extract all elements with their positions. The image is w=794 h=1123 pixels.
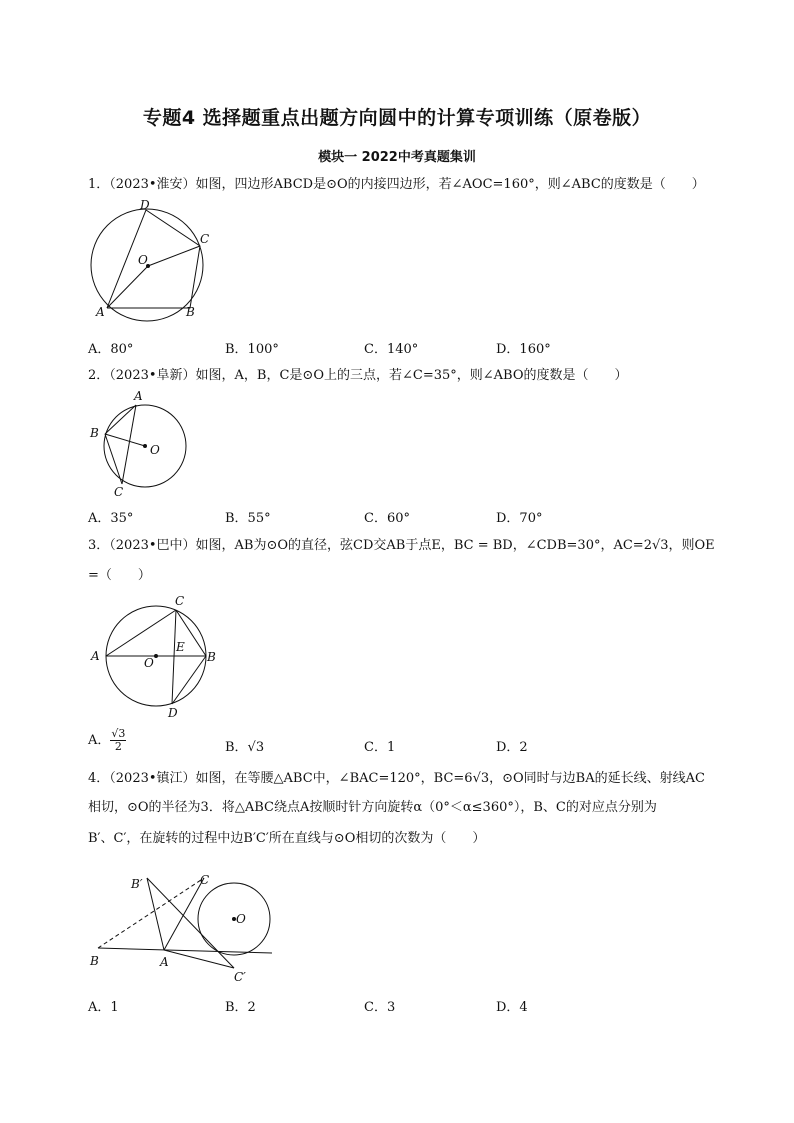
question-3-stem-line2: =（ ） bbox=[88, 568, 151, 583]
q2-label-a: A bbox=[134, 389, 143, 403]
question-1-figure bbox=[80, 198, 220, 326]
q3-label-c: C bbox=[175, 594, 185, 608]
q3-label-b: B bbox=[207, 650, 216, 664]
q2-option-b[interactable]: B．55° bbox=[225, 511, 271, 526]
q2-option-c[interactable]: C．60° bbox=[364, 511, 410, 526]
q4-label-b: B bbox=[90, 954, 99, 968]
q3-option-b[interactable]: B．√3 bbox=[225, 740, 265, 755]
q1-label-d: D bbox=[140, 198, 150, 212]
q3-option-a-fraction bbox=[110, 728, 126, 753]
q4-option-c[interactable]: C．3 bbox=[364, 1000, 396, 1015]
q1-label-o: O bbox=[138, 253, 148, 267]
section-subtitle: 模块一 2022中考真题集训 bbox=[318, 150, 476, 165]
question-4-number: 4． bbox=[88, 771, 110, 786]
q4-label-c: C bbox=[200, 873, 210, 887]
q3-label-d: D bbox=[168, 706, 178, 720]
q1-label-a: A bbox=[96, 305, 105, 319]
question-2-number: 2． bbox=[88, 368, 110, 383]
question-2-stem bbox=[88, 363, 628, 389]
q1-option-b[interactable]: B．100° bbox=[225, 342, 279, 357]
q2-option-d[interactable]: D．70° bbox=[496, 511, 543, 526]
question-1-text: 如图，四边形ABCD是⊙O的内接四边形，若∠AOC=160°，则∠ABC的度数是（ ） bbox=[195, 177, 705, 192]
q4-label-c-prime: C′ bbox=[234, 970, 246, 984]
question-3-number: 3． bbox=[88, 538, 110, 553]
q3-label-a: A bbox=[91, 649, 100, 663]
q4-label-o: O bbox=[236, 912, 246, 926]
question-3-source: （2023•巴中） bbox=[109, 538, 196, 553]
q3-label-e: E bbox=[176, 640, 185, 654]
q4-option-a[interactable]: A．1 bbox=[88, 1000, 119, 1015]
q1-label-b: B bbox=[186, 305, 195, 319]
question-4-stem-line2: 相切，⊙O的半径为3．将△ABC绕点A按顺时针方向旋转α（0°＜α≤360°），B、C的对应点分别为 bbox=[88, 800, 657, 815]
q3-option-a-numerator: √3 bbox=[111, 727, 126, 740]
question-3-stem-line1 bbox=[88, 533, 715, 559]
page-title: 专题4 选择题重点出题方向圆中的计算专项训练（原卷版） bbox=[142, 107, 652, 129]
q1-option-a[interactable]: A．80° bbox=[88, 342, 134, 357]
q3-option-d[interactable]: D．2 bbox=[496, 740, 528, 755]
q4-option-b[interactable]: B．2 bbox=[225, 1000, 256, 1015]
q3-option-a[interactable] bbox=[88, 728, 126, 753]
question-3-figure bbox=[86, 593, 226, 719]
q2-option-a[interactable]: A．35° bbox=[88, 511, 134, 526]
q1-label-c: C bbox=[200, 232, 210, 246]
q4-label-b-prime: B′ bbox=[131, 877, 143, 891]
question-2-source: （2023•阜新） bbox=[109, 368, 196, 383]
q2-label-c: C bbox=[114, 485, 124, 499]
question-2-text: 如图，A，B，C是⊙O上的三点，若∠C=35°，则∠ABO的度数是（ ） bbox=[195, 368, 628, 383]
q2-label-b: B bbox=[90, 426, 99, 440]
q3-option-a-prefix: A． bbox=[88, 733, 111, 748]
question-4-figure bbox=[86, 864, 286, 992]
q2-label-o: O bbox=[150, 443, 160, 457]
q3-label-o: O bbox=[144, 656, 154, 670]
question-3-text: 如图，AB为⊙O的直径，弦CD交AB于点E，BC = BD，∠CDB=30°，AC=2√3，则OE bbox=[195, 538, 715, 553]
q3-option-a-denominator: 2 bbox=[114, 740, 122, 753]
question-4-stem-line3: B′、C′，在旋转的过程中边B′C′所在直线与⊙O相切的次数为（ ） bbox=[88, 831, 486, 846]
question-2-figure bbox=[86, 388, 196, 500]
question-4-source: （2023•镇江） bbox=[109, 771, 196, 786]
question-4-stem-line1 bbox=[88, 766, 705, 792]
question-4-text-line1: 如图，在等腰△ABC中，∠BAC=120°，BC=6√3，⊙O同时与边BA的延长线、射线AC bbox=[195, 771, 705, 786]
q4-label-a: A bbox=[160, 955, 169, 969]
q1-option-c[interactable]: C．140° bbox=[364, 342, 419, 357]
q3-option-c[interactable]: C．1 bbox=[364, 740, 396, 755]
question-1-source: （2023•淮安） bbox=[109, 177, 196, 192]
question-1-stem bbox=[88, 172, 705, 198]
q1-option-d[interactable]: D．160° bbox=[496, 342, 551, 357]
q4-option-d[interactable]: D．4 bbox=[496, 1000, 528, 1015]
question-1-number: 1． bbox=[88, 177, 110, 192]
